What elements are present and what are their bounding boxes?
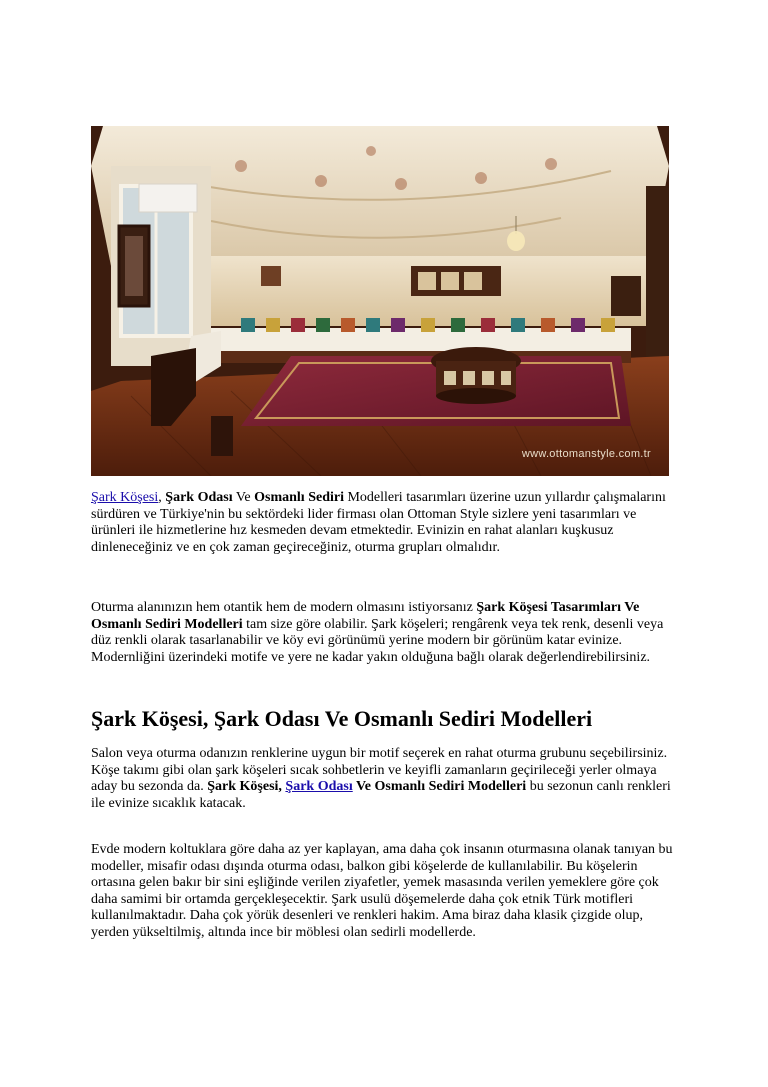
p1-separator: , bbox=[158, 490, 166, 505]
sark-odasi-link-label: Şark Odası bbox=[285, 779, 353, 794]
section-heading: Şark Köşesi, Şark Odası Ve Osmanlı Sediri Modelleri bbox=[91, 706, 593, 731]
p3-body: bu sezonun canlı renkleri ile evinize sıcaklık katacak. bbox=[91, 779, 671, 811]
p1-bold-osmanli-sediri: Osmanlı Sediri bbox=[254, 490, 344, 505]
p3-start: Salon veya oturma odanızın renklerine uygun bir motif seçerek en rahat oturma grubunu seçebilirsiniz. Köşe takımı gibi olan şark köşeleri sıcak sohbetlerin ve keyifli zamanların geçirileceği yerler olmaya aday bu sezonda da. bbox=[91, 746, 668, 794]
sark-kosesi-link[interactable]: Şark Köşesi bbox=[91, 490, 159, 505]
p3-bold-osmanli-sediri: Ve Osmanlı Sediri Modelleri bbox=[352, 779, 527, 794]
p2-start: Oturma alanınızın hem otantik hem de modern olmasını istiyorsanız bbox=[91, 600, 477, 615]
p3-bold-sark-kosesi: Şark Köşesi, bbox=[207, 779, 286, 794]
watermark-text: www.ottomanstyle.com.tr bbox=[521, 448, 651, 460]
second-paragraph bbox=[91, 600, 681, 666]
p1-bold-sark-odasi: Şark Odası bbox=[165, 490, 233, 505]
ottoman-room-illustration bbox=[91, 126, 669, 476]
third-paragraph bbox=[91, 746, 681, 812]
room-photo bbox=[91, 126, 669, 476]
p2-bold-phrase: Şark Köşesi Tasarımları Ve Osmanlı Sediri Modelleri bbox=[91, 600, 640, 632]
p1-body: Modelleri tasarımları üzerine uzun yıllardır çalışmalarını sürdüren ve Türkiye'nin bu sektördeki lider firması olan Ottoman Style sizlere yeni tasarımları ve ürünleri ile hizmetlerine hız kesmeden devam etmektedir. Evinizin en rahat alanları kuşkusuz dinleneceğiniz ve en çok zaman geçireceğiniz, oturma grupları olmalıdır. bbox=[91, 490, 666, 555]
fourth-paragraph: Evde modern koltuklara göre daha az yer kaplayan, ama daha çok insanın oturmasına olanak tanıyan bu modeller, misafir odası dışında oturma odası, balkon gibi köşelerde de kullanılabilir. Bu köşelerin ortasına gelen bakır bir sini eşliğinde verilen ziyafetler, yemek masasında verilen yemeklere göre çok daha samimi bir ortamda gerçekleşecektir. Şark usulü döşemelerde daha çok etnik Türk motifleri kullanılmaktadır. Daha çok yörük desenleri ve renkleri hakim. Ama biraz daha klasik çizgide olup, yerden yükseltilmiş, altında ince bir möblesi olan sedirli modellerde. bbox=[91, 842, 673, 940]
p1-connector: Ve bbox=[232, 490, 255, 505]
sark-odasi-link[interactable] bbox=[285, 779, 352, 794]
intro-paragraph bbox=[91, 490, 681, 556]
p2-body: tam size göre olabilir. Şark köşeleri; rengârenk veya tek renk, desenli veya düz renkli olarak tasarlanabilir ve köy evi görünümü yerine modern bir görünüm katar evinize. Modernliğini üzerindeki motife ve yere ne kadar yakın olduğuna bağlı olarak değerlendirebilirsiniz. bbox=[91, 616, 664, 665]
